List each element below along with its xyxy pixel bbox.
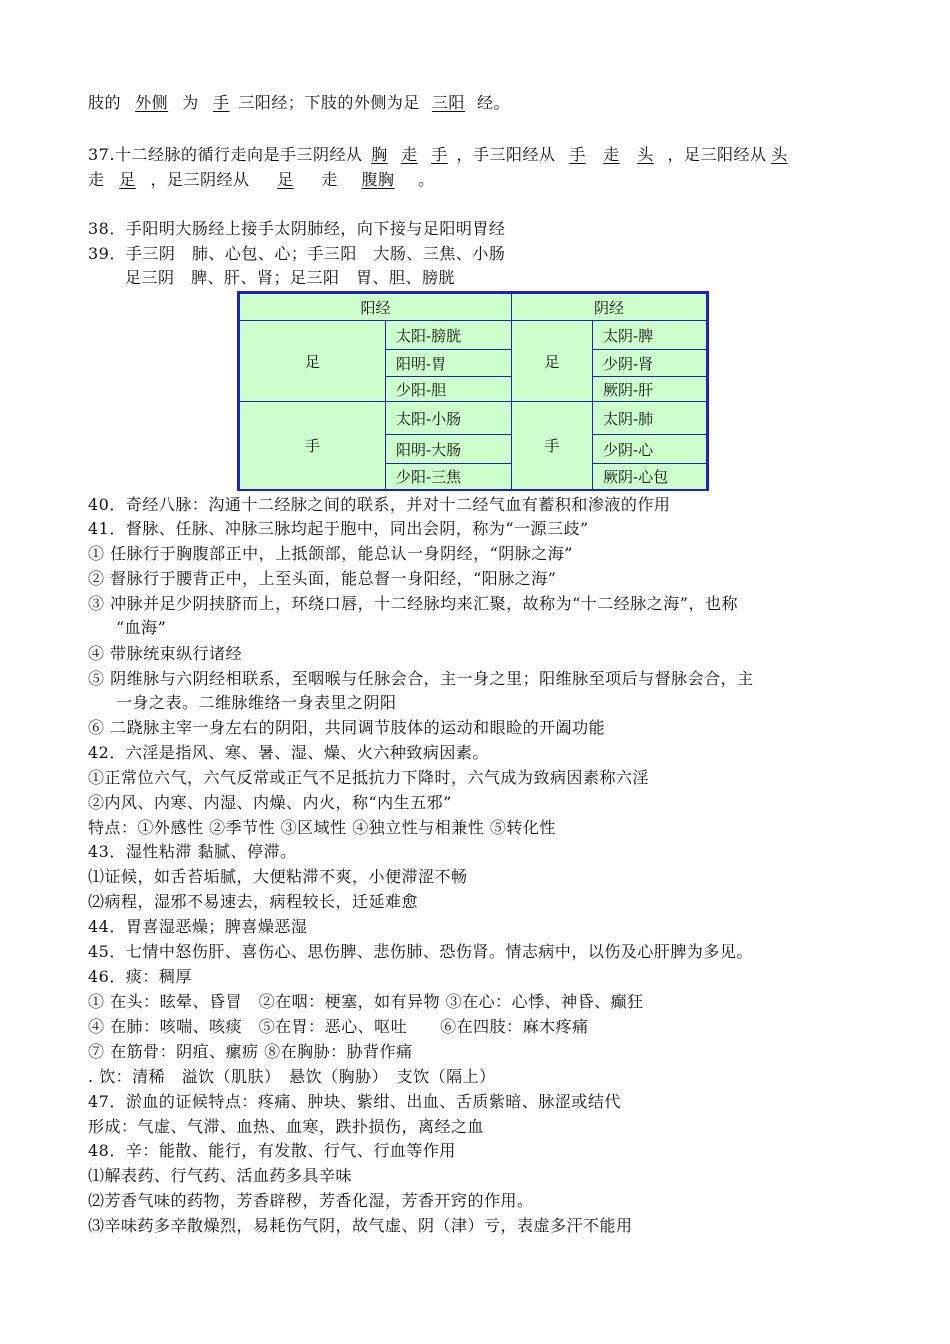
table-cell: 厥阴-心包 <box>593 464 707 490</box>
question-41-item-5-line-2: 一身之表。二维脉维络一身表里之阴阳 <box>116 693 397 712</box>
question-45: 45．七情中怒伤肝、喜伤心、思伤脾、悲伤肺、恐伤肾。情志病中，以伤及心肝脾为多见。 <box>88 942 753 961</box>
fill-blank: 手 <box>213 93 230 112</box>
fill-blank: 头 <box>637 145 654 164</box>
fill-blank: 走 <box>401 145 418 164</box>
question-46-item-3: ⑦ 在筋骨：阴疽、瘰疬 ⑧在胸胁：胁背作痛 <box>88 1042 413 1061</box>
text-fragment: 为 <box>182 93 199 112</box>
question-47-item-1: 形成：气虚、气滞、血热、血寒，跌扑损伤，离经之血 <box>88 1117 485 1136</box>
table-cell-shou-yin: 手 <box>512 402 593 490</box>
question-43-item-2: ⑵病程，湿邪不易速去，病程较长，迁延难愈 <box>88 892 419 911</box>
question-41-item-3-line-1: ③ 冲脉并足少阴挟脐而上，环绕口唇，十二经脉均来汇聚，故称为“十二经脉之海”，也称 <box>88 594 738 613</box>
text-fragment: 三阳经；下肢的外侧为足 <box>238 93 420 112</box>
text-line-upper-limb <box>88 92 510 114</box>
question-43-item-1: ⑴证候，如舌苔垢腻，大便粘滞不爽，小便滞涩不畅 <box>88 867 468 886</box>
fill-blank: 三阳 <box>431 93 465 112</box>
text-fragment: ，足三阳经从 <box>667 145 767 164</box>
table-header-yin: 阴经 <box>512 294 707 321</box>
text-fragment: ，手三阳经从 <box>456 145 556 164</box>
text-fragment: 。 <box>418 170 435 189</box>
table-cell: 少阴-肾 <box>593 350 707 377</box>
question-41: 41．督脉、任脉、冲脉三脉均起于胞中，同出会阴，称为“一源三歧” <box>88 519 589 538</box>
question-44: 44．胃喜湿恶燥；脾喜燥恶湿 <box>88 917 308 936</box>
text-fragment: 走 <box>321 170 339 189</box>
question-46-item-2: ④ 在肺：咳喘、咳痰 ⑤在胃：恶心、呕吐 ⑥在四肢：麻木疼痛 <box>88 1017 589 1036</box>
question-48-item-1: ⑴解表药、行气药、活血药多具辛味 <box>88 1166 353 1185</box>
fill-blank: 走 <box>603 145 620 164</box>
fill-blank: 手 <box>431 145 448 164</box>
question-42: 42．六淫是指风、寒、暑、湿、燥、火六种致病因素。 <box>88 743 489 762</box>
text-fragment: 经。 <box>477 93 511 112</box>
question-47: 47．淤血的证候特点：疼痛、肿块、紫绀、出血、舌质紫暗、脉涩或结代 <box>88 1092 621 1111</box>
fill-blank: 胸 <box>371 145 388 164</box>
question-39-line-2: 足三阴 脾、肝、肾；足三阳 胃、胆、膀胱 <box>125 268 456 287</box>
question-42-item-2: ②内风、内寒、内湿、内燥、内火，称“内生五邪” <box>88 793 452 812</box>
text-fragment: 走 <box>88 170 105 189</box>
table-cell-shou-yang: 手 <box>240 402 386 490</box>
fill-blank: 足 <box>277 170 294 189</box>
question-37-line-2 <box>88 169 435 191</box>
meridian-table <box>237 291 709 491</box>
question-48-item-3: ⑶辛味药多辛散燥烈，易耗伤气阴，故气虚、阴（津）亏，表虚多汗不能用 <box>88 1216 633 1235</box>
question-40: 40．奇经八脉：沟通十二经脉之间的联系，并对十二经气血有蓄积和渗液的作用 <box>88 495 671 514</box>
fill-blank: 手 <box>569 145 586 164</box>
question-41-item-4: ④ 带脉统束纵行诸经 <box>88 644 243 663</box>
table-cell: 阳明-胃 <box>386 350 512 377</box>
question-41-item-5-line-1: ⑤ 阴维脉与六阴经相联系，至咽喉与任脉会合，主一身之里；阳维脉至项后与督脉会合，主 <box>88 669 754 688</box>
text-fragment: 肢的 <box>88 93 122 112</box>
question-38: 38．手阳明大肠经上接手太阴肺经，向下接与足阳明胃经 <box>88 219 506 238</box>
table-header-yang: 阳经 <box>240 294 512 321</box>
question-41-item-3-line-2: “血海” <box>116 618 167 637</box>
table-cell: 阳明-大肠 <box>386 435 512 464</box>
table-cell-zu-yin: 足 <box>512 321 593 402</box>
table-cell: 太阴-肺 <box>593 402 707 435</box>
table-cell: 太阳-膀胱 <box>386 321 512 350</box>
question-39-line-1: 39．手三阴 肺、心包、心；手三阳 大肠、三焦、小肠 <box>88 244 506 263</box>
question-42-item-1: ①正常位六气，六气反常或正气不足抵抗力下降时，六气成为致病因素称六淫 <box>88 768 650 787</box>
question-48-item-2: ⑵芳香气味的药物，芳香辟秽，芳香化湿，芳香开窍的作用。 <box>88 1191 534 1210</box>
question-41-item-6: ⑥ 二跷脉主宰一身左右的阴阳，共同调节肢体的运动和眼睑的开阖功能 <box>88 718 606 737</box>
question-46: 46．痰：稠厚 <box>88 967 192 986</box>
text-fragment: ，足三阴经从 <box>150 170 250 189</box>
fill-blank: 外侧 <box>135 93 169 112</box>
question-37-line-1 <box>88 144 792 166</box>
table-cell: 太阳-小肠 <box>386 402 512 435</box>
question-46-item-4: . 饮：清稀 溢饮（肌肤） 悬饮（胸胁） 支饮（隔上） <box>88 1067 496 1086</box>
table-cell: 少阴-心 <box>593 435 707 464</box>
question-41-item-1: ① 任脉行于胸腹部正中，上抵颌部，能总认一身阴经，“阴脉之海” <box>88 544 573 563</box>
table-cell: 少阳-胆 <box>386 377 512 402</box>
table-cell-zu-yang: 足 <box>240 321 386 402</box>
question-42-features: 特点：①外感性 ②季节性 ③区域性 ④独立性与相兼性 ⑤转化性 <box>88 818 556 837</box>
fill-blank: 头 <box>771 145 788 164</box>
fill-blank: 腹胸 <box>361 170 395 189</box>
table-cell: 厥阴-肝 <box>593 377 707 402</box>
text-fragment: 37.十二经脉的循行走向是手三阴经从 <box>88 145 363 164</box>
question-43: 43．湿性粘滞 黏腻、停滞。 <box>88 842 297 861</box>
fill-blank: 足 <box>119 170 136 189</box>
question-41-item-2: ② 督脉行于腰背正中，上至头面，能总督一身阳经，“阳脉之海” <box>88 569 557 588</box>
question-46-item-1: ① 在头：眩晕、昏冒 ②在咽：梗塞，如有异物 ③在心：心悸、神昏、癫狂 <box>88 992 644 1011</box>
table-cell: 太阴-脾 <box>593 321 707 350</box>
table-cell: 少阳-三焦 <box>386 464 512 490</box>
question-48: 48．辛：能散、能行，有发散、行气、行血等作用 <box>88 1141 456 1160</box>
